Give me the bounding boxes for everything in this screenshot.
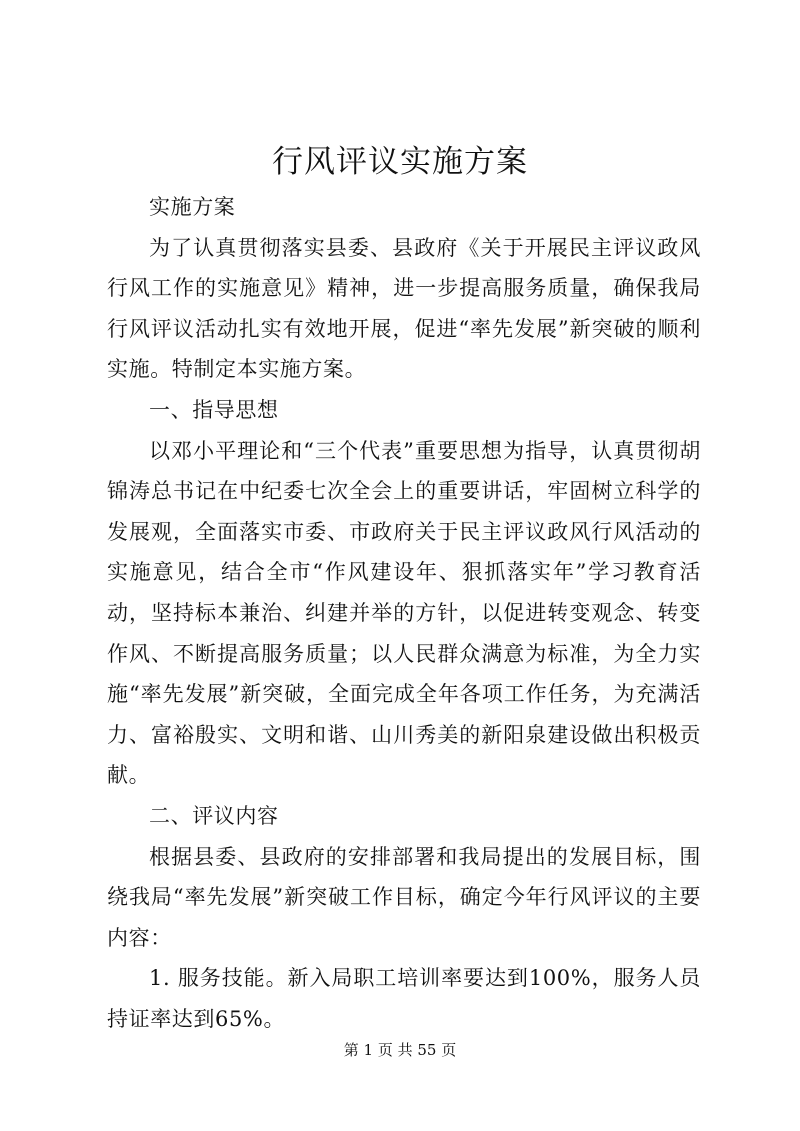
section-heading-evaluation-content: 二、评议内容 [149, 803, 279, 828]
paragraph-evaluation-content: 根据县委、县政府的安排部署和我局提出的发展目标，围绕我局“率先发展”新突破工作目标，确定今年行风评议的主要内容： [107, 844, 701, 950]
document-title: 行风评议实施方案 [272, 144, 528, 180]
section-heading-plan: 实施方案 [149, 195, 236, 219]
document-body [107, 187, 701, 1039]
page-number-footer: 第 1 页 共 55 页 [343, 1041, 457, 1059]
section-heading-guiding-thought: 一、指导思想 [149, 397, 279, 422]
paragraph-intro: 为了认真贯彻落实县委、县政府《关于开展民主评议政风行风工作的实施意见》精神，进一步提高服务质量，确保我局行风评议活动扎实有效地开展，促进“率先发展”新突破的顺利实施。特制定本实施方案。 [107, 235, 701, 382]
list-item-service-skills: 1. 服务技能。新入局职工培训率要达到100%，服务人员持证率达到65%。 [107, 966, 701, 1031]
paragraph-guiding-thought: 以邓小平理论和“三个代表”重要思想为指导，认真贯彻胡锦涛总书记在中纪委七次全会上的重要讲话，牢固树立科学的发展观，全面落实市委、市政府关于民主评议政风行风活动的实施意见，结合全市“作风建设年、狠抓落实年”学习教育活动，坚持标本兼治、纠建并举的方针，以促进转变观念、转变作风、不断提高服务质量；以人民群众满意为标准，为全力实施“率先发展”新突破，全面完成全年各项工作任务，为充满活力、富裕殷实、文明和谐、山川秀美的新阳泉建设做出积极贡献。 [107, 438, 701, 788]
